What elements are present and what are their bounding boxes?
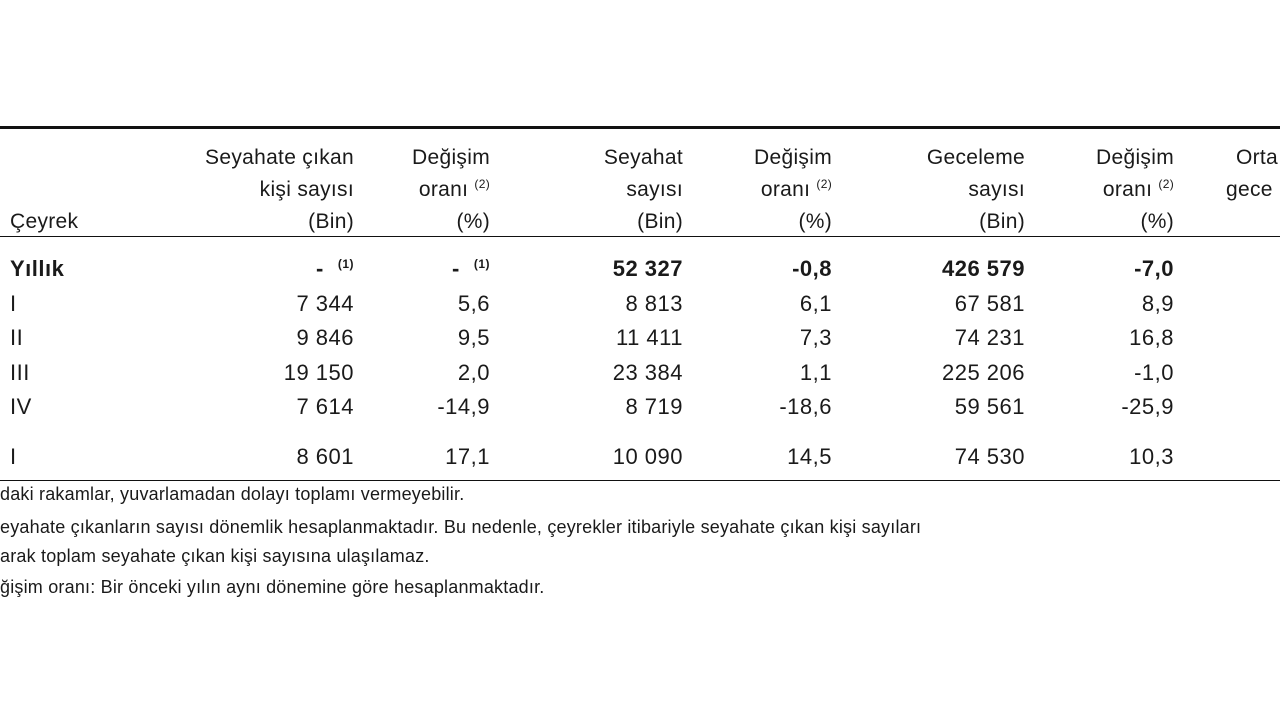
cell-ceyrek xyxy=(10,323,23,353)
cell-degisim-3-value: 10,3 xyxy=(1129,444,1174,469)
cell-ceyrek-value: III xyxy=(10,360,30,385)
cell-degisim-1-value: - xyxy=(452,256,460,281)
header-degisim-3-line1: Değişim xyxy=(1096,146,1174,169)
table-header-rule xyxy=(0,236,1280,237)
header-orta-line1: Orta xyxy=(1236,146,1279,169)
cell-ceyrek-value: I xyxy=(10,291,17,316)
cell-ceyrek xyxy=(10,254,64,284)
cell-degisim-1-value: 2,0 xyxy=(457,360,490,385)
header-ortalama-geceleme xyxy=(1226,142,1280,206)
cell-kisi-sayisi-value: 8 601 xyxy=(296,444,354,469)
header-degisim-2-label: oranı xyxy=(760,178,811,201)
cell-degisim-2 xyxy=(800,323,832,353)
cell-degisim-2-value: 14,5 xyxy=(787,444,832,469)
cell-geceleme-sayisi-value: 74 231 xyxy=(954,325,1025,350)
footnote-ref-2: (2) xyxy=(816,177,832,191)
cell-kisi-sayisi-value: 9 846 xyxy=(296,325,354,350)
footnote-line: eyahate çıkanların sayısı dönemlik hesaplanmaktadır. Bu nedenle, çeyrekler itibariyle seyahate çıkan kişi sayıları xyxy=(0,517,922,537)
cell-ceyrek-value: II xyxy=(10,325,24,350)
header-degisim-2-line2 xyxy=(754,174,832,206)
cell-degisim-1 xyxy=(452,254,490,284)
cell-degisim-3 xyxy=(1134,358,1174,388)
cell-seyahat-sayisi xyxy=(625,289,683,319)
cell-seyahat-sayisi-value: 10 090 xyxy=(612,444,683,469)
cell-degisim-2-value: -0,8 xyxy=(792,256,832,281)
header-geceleme-line1: Geceleme xyxy=(926,146,1025,169)
cell-kisi-sayisi xyxy=(296,323,354,353)
footnote-ref-1: (1) xyxy=(473,256,490,271)
header-kisi-sayisi xyxy=(205,142,354,238)
cell-degisim-3-value: -1,0 xyxy=(1134,360,1174,385)
cell-degisim-3 xyxy=(1142,289,1174,319)
cell-degisim-3 xyxy=(1121,392,1174,422)
header-degisim-3 xyxy=(1096,142,1174,238)
cell-degisim-2-value: 6,1 xyxy=(799,291,832,316)
cell-geceleme-sayisi xyxy=(955,323,1025,353)
cell-seyahat-sayisi xyxy=(613,358,683,388)
cell-degisim-1 xyxy=(458,323,490,353)
cell-degisim-1-value: -14,9 xyxy=(437,394,490,419)
cell-seyahat-sayisi xyxy=(616,323,683,353)
header-degisim-1-unit: (%) xyxy=(456,210,490,233)
header-geceleme-sayisi xyxy=(927,142,1025,238)
cell-kisi-sayisi-value: - xyxy=(316,256,324,281)
header-ceyrek xyxy=(10,206,78,238)
header-seyahat-line1: Seyahat xyxy=(603,146,683,169)
cell-degisim-2 xyxy=(779,392,832,422)
cell-degisim-2-value: -18,6 xyxy=(779,394,832,419)
cell-ceyrek-value: IV xyxy=(10,394,32,419)
header-degisim-1-label: oranı xyxy=(418,178,469,201)
cell-kisi-sayisi-value: 19 150 xyxy=(283,360,354,385)
cell-degisim-2 xyxy=(787,442,832,472)
cell-degisim-1 xyxy=(458,358,490,388)
header-degisim-3-label: oranı xyxy=(1102,178,1153,201)
cell-degisim-1 xyxy=(445,442,490,472)
cell-seyahat-sayisi-value: 8 813 xyxy=(625,291,683,316)
cell-seyahat-sayisi-value: 8 719 xyxy=(625,394,683,419)
cell-degisim-1 xyxy=(458,289,490,319)
cell-ceyrek xyxy=(10,358,30,388)
footnote-line: ğişim oranı: Bir önceki yılın aynı dönemine göre hesaplanmaktadır. xyxy=(0,577,545,597)
header-orta-line2: gece xyxy=(1226,178,1273,201)
header-degisim-1-line2 xyxy=(412,174,490,206)
cell-degisim-2 xyxy=(800,358,832,388)
cell-degisim-3 xyxy=(1134,254,1174,284)
cell-geceleme-sayisi xyxy=(942,358,1025,388)
header-degisim-2-unit: (%) xyxy=(798,210,832,233)
cell-kisi-sayisi xyxy=(284,358,354,388)
cell-geceleme-sayisi xyxy=(955,442,1025,472)
cell-ceyrek xyxy=(10,392,32,422)
header-degisim-3-unit: (%) xyxy=(1140,210,1174,233)
header-seyahat-line2: sayısı xyxy=(626,178,683,201)
cell-degisim-3 xyxy=(1129,442,1174,472)
cell-degisim-2-value: 7,3 xyxy=(799,325,832,350)
header-degisim-3-line2 xyxy=(1096,174,1174,206)
header-degisim-2 xyxy=(754,142,832,238)
footnote-line: daki rakamlar, yuvarlamadan dolayı toplamı vermeyebilir. xyxy=(0,484,465,504)
cell-geceleme-sayisi xyxy=(955,392,1025,422)
cell-ceyrek-value: I xyxy=(10,444,17,469)
cell-degisim-3-value: -7,0 xyxy=(1134,256,1174,281)
header-geceleme-line2: sayısı xyxy=(968,178,1025,201)
cell-seyahat-sayisi-value: 52 327 xyxy=(612,256,683,281)
cell-degisim-1-value: 5,6 xyxy=(457,291,490,316)
cell-seyahat-sayisi-value: 23 384 xyxy=(612,360,683,385)
header-seyahat-unit: (Bin) xyxy=(637,210,683,233)
cell-geceleme-sayisi-value: 225 206 xyxy=(941,360,1025,385)
cell-geceleme-sayisi-value: 59 561 xyxy=(954,394,1025,419)
cell-degisim-3-value: 16,8 xyxy=(1129,325,1174,350)
cell-seyahat-sayisi xyxy=(613,442,683,472)
cell-seyahat-sayisi-value: 11 411 xyxy=(615,325,683,350)
cell-geceleme-sayisi xyxy=(955,289,1025,319)
cell-degisim-2-value: 1,1 xyxy=(799,360,832,385)
table-bottom-rule xyxy=(0,480,1280,481)
cell-ceyrek-value: Yıllık xyxy=(10,256,65,281)
cell-degisim-3-value: -25,9 xyxy=(1121,394,1174,419)
cell-degisim-3 xyxy=(1129,323,1174,353)
header-degisim-2-line1: Değişim xyxy=(754,146,832,169)
cell-kisi-sayisi xyxy=(316,254,354,284)
cell-seyahat-sayisi xyxy=(613,254,683,284)
header-kisi-line1: Seyahate çıkan xyxy=(205,146,354,169)
footnote-line: arak toplam seyahate çıkan kişi sayısına ulaşılamaz. xyxy=(0,546,430,566)
cell-seyahat-sayisi xyxy=(625,392,683,422)
header-ceyrek-label: Çeyrek xyxy=(10,210,79,233)
header-geceleme-unit: (Bin) xyxy=(979,210,1025,233)
footnote-ref-2: (2) xyxy=(474,177,490,191)
cell-geceleme-sayisi-value: 67 581 xyxy=(954,291,1025,316)
cell-kisi-sayisi xyxy=(296,289,354,319)
header-degisim-1 xyxy=(412,142,490,238)
header-kisi-unit: (Bin) xyxy=(308,210,354,233)
cell-kisi-sayisi xyxy=(296,442,354,472)
cell-geceleme-sayisi xyxy=(942,254,1025,284)
cell-kisi-sayisi xyxy=(296,392,354,422)
header-degisim-1-line1: Değişim xyxy=(412,146,490,169)
cell-degisim-1-value: 17,1 xyxy=(445,444,490,469)
cell-ceyrek xyxy=(10,289,17,319)
cell-ceyrek xyxy=(10,442,17,472)
table-top-rule xyxy=(0,126,1280,129)
cell-geceleme-sayisi-value: 74 530 xyxy=(954,444,1025,469)
footnote-ref-2: (2) xyxy=(1158,177,1174,191)
cell-degisim-1 xyxy=(437,392,490,422)
header-kisi-line2: kişi sayısı xyxy=(259,178,354,201)
header-seyahat-sayisi xyxy=(604,142,683,238)
cell-degisim-1-value: 9,5 xyxy=(457,325,490,350)
cell-geceleme-sayisi-value: 426 579 xyxy=(941,256,1025,281)
cell-degisim-2 xyxy=(792,254,832,284)
footnote-ref-1: (1) xyxy=(337,256,354,271)
cell-kisi-sayisi-value: 7 614 xyxy=(296,394,354,419)
cell-degisim-3-value: 8,9 xyxy=(1141,291,1174,316)
cell-degisim-2 xyxy=(800,289,832,319)
cell-kisi-sayisi-value: 7 344 xyxy=(296,291,354,316)
